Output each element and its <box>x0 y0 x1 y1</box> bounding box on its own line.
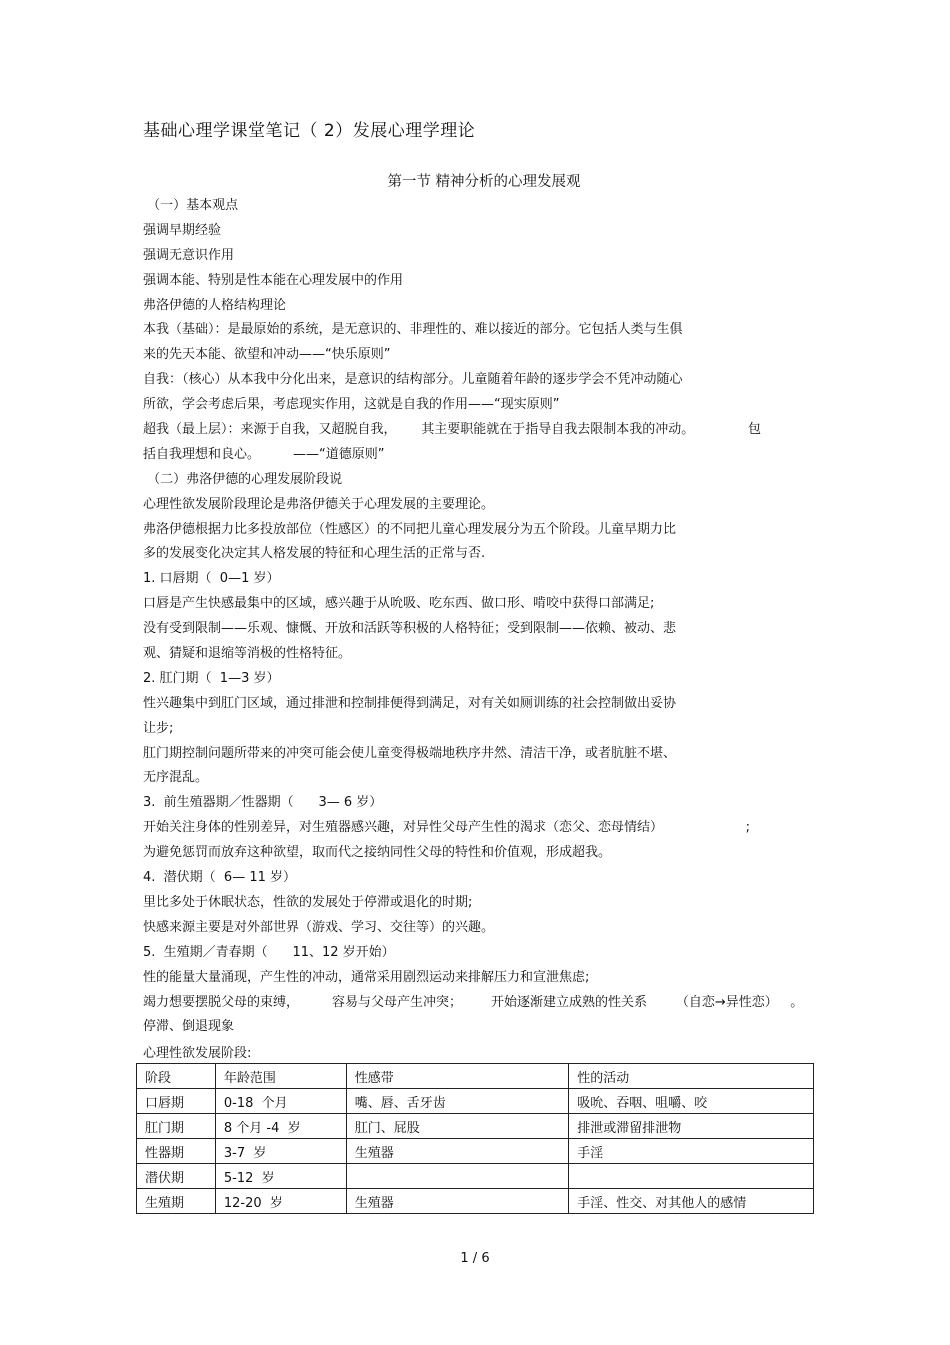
table-cell: 嘴、唇、舌牙齿 <box>346 1089 569 1114</box>
stages-table <box>136 1063 814 1214</box>
table-row <box>137 1089 814 1114</box>
paragraph-line: 弗洛伊德的人格结构理论 <box>143 297 287 313</box>
table-cell: 生殖期 <box>137 1189 216 1214</box>
table-header-cell: 性的活动 <box>569 1064 814 1089</box>
table-header-cell: 阶段 <box>137 1064 216 1089</box>
paragraph-line: 无序混乱。 <box>143 770 209 786</box>
table-header-row <box>137 1064 814 1089</box>
paragraph-line: 快感来源主要是对外部世界（游戏、学习、交往等）的兴趣。 <box>143 919 495 935</box>
table-row <box>137 1164 814 1189</box>
paragraph-line: 5. 生殖期／青春期（ 11、12 岁开始） <box>143 944 395 960</box>
paragraph-line: （一）基本观点 <box>143 198 239 213</box>
paragraph-line: 性的能量大量涌现，产生性的冲动，通常采用剧烈运动来排解压力和宣泄焦虑; <box>143 969 590 985</box>
paragraph-line: 强调早期经验 <box>143 222 222 238</box>
paragraph-line: 性兴趣集中到肛门区域，通过排泄和控制排便得到满足，对有关如厕训练的社会控制做出妥协 <box>143 695 677 711</box>
paragraph-line: 4. 潜伏期（ 6— 11 岁） <box>143 870 297 886</box>
paragraph-line: 开始关注身体的性别差异，对生殖器感兴趣，对异性父母产生性的渴求（恋父、恋母情结） ; <box>143 820 751 836</box>
paragraph-line: 为避免惩罚而放弃这种欲望，取而代之接纳同性父母的特性和价值观，形成超我。 <box>143 845 612 861</box>
table-cell <box>569 1164 814 1189</box>
paragraph-line: 3. 前生殖器期／性器期（ 3— 6 岁） <box>143 795 383 811</box>
body-text <box>143 194 813 1040</box>
paragraph-line: 里比多处于休眠状态，性欲的发展处于停滞或退化的时期; <box>143 894 473 910</box>
paragraph-line: （二）弗洛伊德的心理发展阶段说 <box>143 471 343 487</box>
table-cell: 3-7 岁 <box>215 1139 346 1164</box>
table-cell: 性器期 <box>137 1139 216 1164</box>
table-cell: 5-12 岁 <box>215 1164 346 1189</box>
table-cell: 生殖器 <box>346 1139 569 1164</box>
paragraph-line: 强调无意识作用 <box>143 247 235 263</box>
table-cell: 生殖器 <box>346 1189 569 1214</box>
paragraph-line: 本我（基础）：是最原始的系统，是无意识的、非理性的、难以接近的部分。它包括人类与生俱 <box>143 322 683 338</box>
paragraph-line: 肛门期控制问题所带来的冲突可能会使儿童变得极端地秩序井然、清洁干净，或者肮脏不堪、 <box>143 745 677 761</box>
paragraph-line: 2. 肛门期（ 1—3 岁） <box>143 670 280 686</box>
paragraph-line: 心理性欲发展阶段理论是弗洛伊德关于心理发展的主要理论。 <box>143 496 495 512</box>
section-title: 第一节 精神分析的心理发展观 <box>387 174 581 190</box>
paragraph-line: 所欲，学会考虑后果，考虑现实作用，这就是自我的作用——“现实原则” <box>143 397 560 413</box>
table-cell: 吸吮、吞咽、咀嚼、咬 <box>569 1089 814 1114</box>
page-title: 基础心理学课堂笔记（ 2）发展心理学理论 <box>143 121 476 141</box>
table-cell: 8 个月 -4 岁 <box>215 1114 346 1139</box>
table-row <box>137 1189 814 1214</box>
paragraph-line: 强调本能、特别是性本能在心理发展中的作用 <box>143 272 404 288</box>
table-cell: 12-20 岁 <box>215 1189 346 1214</box>
table-cell: 肛门期 <box>137 1114 216 1139</box>
paragraph-line: 口唇是产生快感最集中的区域，感兴趣于从吮吸、吃东西、做口形、啃咬中获得口部满足; <box>143 596 655 612</box>
paragraph-line: 让步; <box>143 720 174 736</box>
paragraph-line: 停滞、倒退现象 <box>143 1019 235 1035</box>
table-header-cell: 年龄范围 <box>215 1064 346 1089</box>
table-cell: 潜伏期 <box>137 1164 216 1189</box>
paragraph-line: 括自我理想和良心。 ——“道德原则” <box>143 446 385 462</box>
table-caption: 心理性欲发展阶段: <box>143 1046 252 1061</box>
table-cell: 0-18 个月 <box>215 1089 346 1114</box>
table-header-cell: 性感带 <box>346 1064 569 1089</box>
table-cell <box>346 1164 569 1189</box>
paragraph-line: 弗洛伊德根据力比多投放部位（性感区）的不同把儿童心理发展分为五个阶段。儿童早期力比 <box>143 521 677 537</box>
table-cell: 口唇期 <box>137 1089 216 1114</box>
table-row <box>137 1139 814 1164</box>
page-number: 1 / 6 <box>460 1251 490 1266</box>
table-row <box>137 1114 814 1139</box>
paragraph-line: 没有受到限制——乐观、慷慨、开放和活跃等积极的人格特征；受到限制——依赖、被动、悲 <box>143 621 677 637</box>
paragraph-line: 自我：（核心）从本我中分化出来，是意识的结构部分。儿童随着年龄的逐步学会不凭冲动随心 <box>143 372 683 388</box>
paragraph-line: 竭力想要摆脱父母的束缚， 容易与父母产生冲突； 开始逐渐建立成熟的性关系 （自恋→异性恋） 。 <box>143 994 804 1010</box>
paragraph-line: 多的发展变化决定其人格发展的特征和心理生活的正常与否. <box>143 546 486 562</box>
paragraph-line: 1. 口唇期（ 0—1 岁） <box>143 571 280 587</box>
table-cell: 手淫 <box>569 1139 814 1164</box>
table-cell: 手淫、性交、对其他人的感情 <box>569 1189 814 1214</box>
paragraph-line: 超我（最上层）：来源于自我，又超脱自我， 其主要职能就在于指导自我去限制本我的冲动。 包 <box>143 422 762 438</box>
paragraph-line: 来的先天本能、欲望和冲动——“快乐原则” <box>143 347 391 363</box>
paragraph-line: 观、猜疑和退缩等消极的性格特征。 <box>143 646 352 662</box>
table-cell: 肛门、屁股 <box>346 1114 569 1139</box>
table-cell: 排泄或滞留排泄物 <box>569 1114 814 1139</box>
